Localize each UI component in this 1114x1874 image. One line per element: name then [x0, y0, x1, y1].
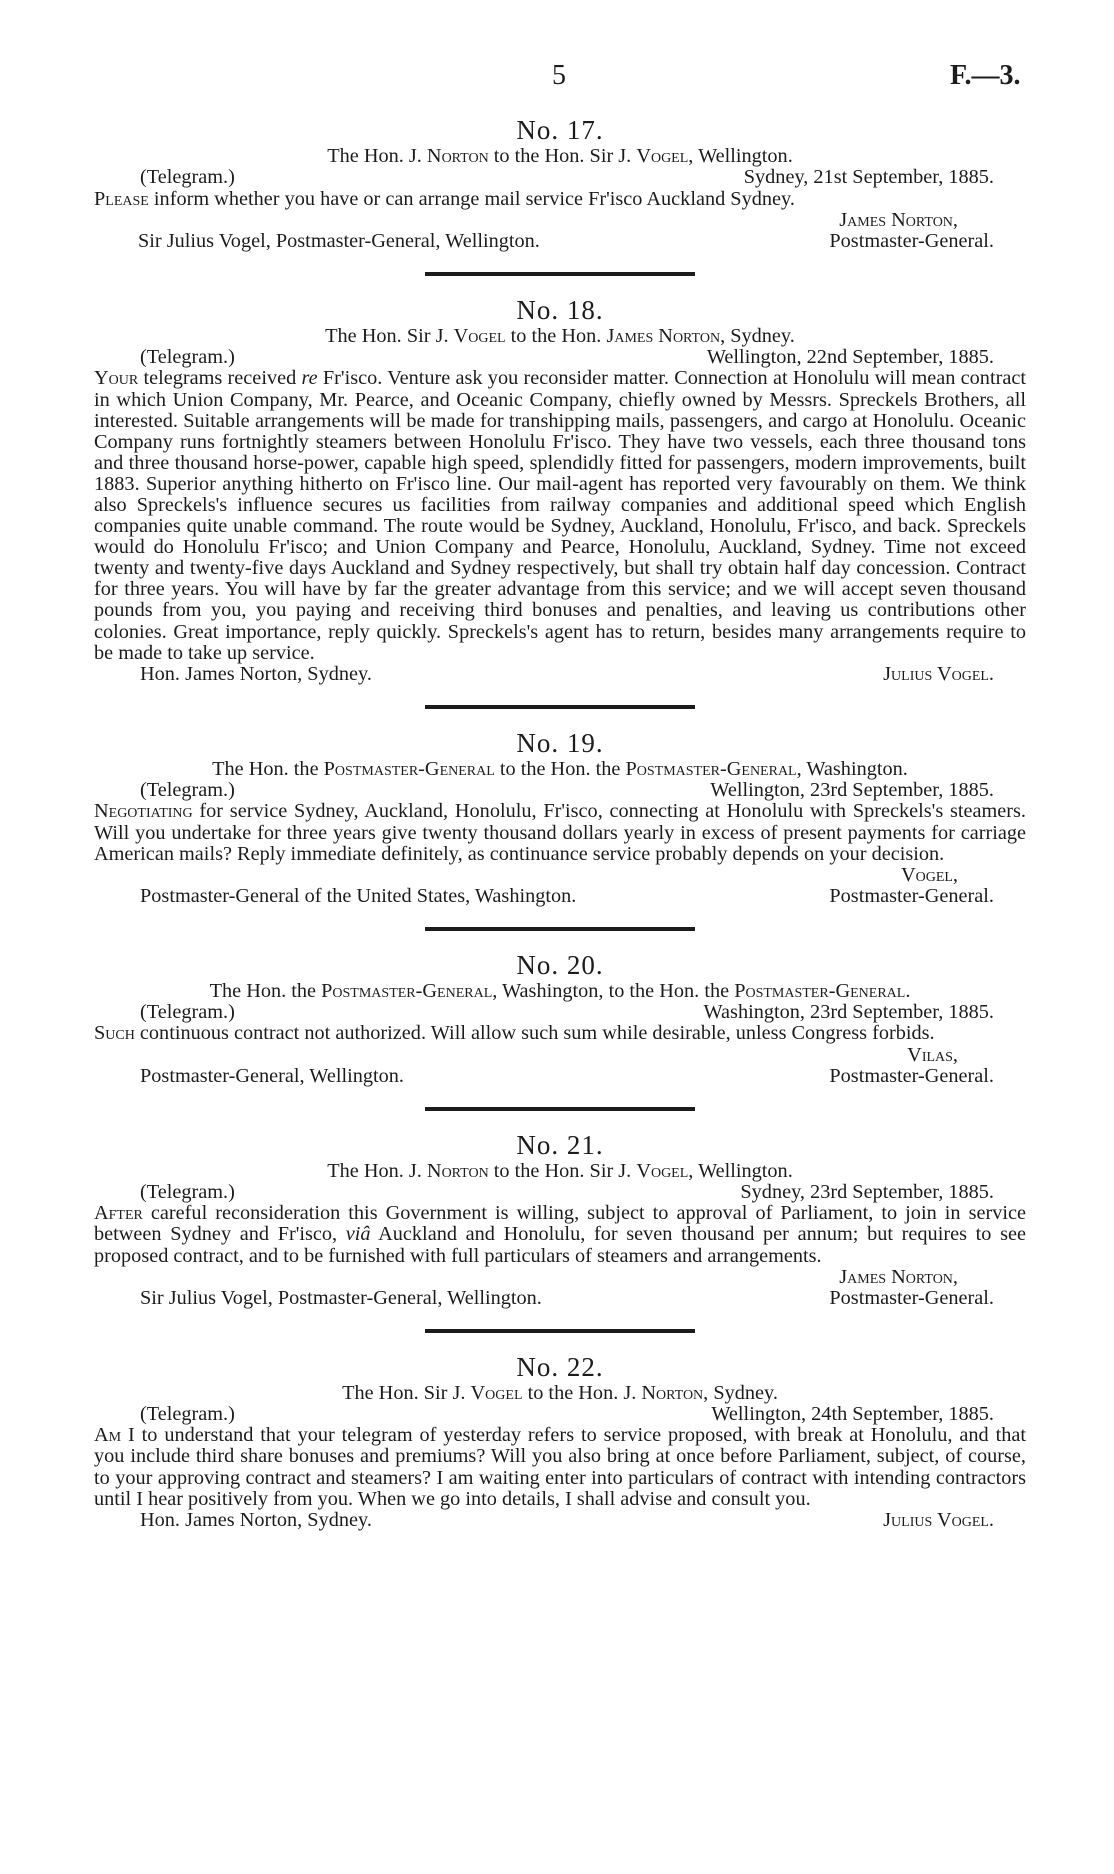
letter-22	[94, 1351, 1026, 1531]
telegram-line	[94, 1182, 1026, 1203]
letter-heading: No. 18.	[516, 294, 604, 325]
letter-text: Negotiating for service Sydney, Auckland, Honolulu, Fr'isco, connecting at Honolulu with Spreckels's steamers. Will you undertake for three years give twenty thousand dollars yearly in excess of present payments for carriage American mails? Reply immediate definitely, as continuance service probably depends on your decision.	[94, 800, 1026, 865]
telegram-line	[94, 167, 1026, 188]
letter-address: The Hon. Sir J. Vogel to the Hon. James Norton, Sydney.	[325, 325, 795, 348]
closing-line	[94, 664, 1026, 685]
letter-heading: No. 19.	[516, 727, 604, 758]
letter-19	[94, 727, 1026, 907]
date-place: Washington, 23rd September, 1885.	[703, 1001, 994, 1024]
letter-heading: No. 22.	[516, 1351, 604, 1382]
letter-text: After careful reconsideration this Government is willing, subject to approval of Parliament, to join in service between Sydney and Fr'isco, viâ Auckland and Honolulu, for seven thousand per annum; but requires to see proposed contract, and to be furnished with full particulars of steamers and arrangements.	[94, 1202, 1026, 1267]
page-number: 5	[552, 60, 566, 91]
signatory: Julius Vogel.	[883, 1508, 994, 1531]
addressee: Hon. James Norton, Sydney.	[140, 1508, 372, 1531]
telegram-label: (Telegram.)	[140, 346, 235, 369]
closing-line	[94, 1510, 1026, 1531]
signatory: Vilas,	[907, 1043, 958, 1066]
section-divider	[425, 705, 695, 709]
letter-18	[94, 294, 1026, 685]
signatory: James Norton,	[839, 208, 958, 231]
signatory: James Norton,	[839, 1265, 958, 1288]
section-divider	[425, 272, 695, 276]
date-place: Wellington, 22nd September, 1885.	[706, 346, 994, 369]
page-reference: F.—3.	[950, 60, 1021, 91]
addressee: Sir Julius Vogel, Postmaster-General, Wellington.	[138, 229, 540, 252]
letter-text: Please inform whether you have or can arrange mail service Fr'isco Auckland Sydney.	[94, 187, 795, 210]
letter-address: The Hon. J. Norton to the Hon. Sir J. Vogel, Wellington.	[327, 1160, 793, 1183]
telegram-line	[94, 347, 1026, 368]
date-place: Wellington, 24th September, 1885.	[711, 1403, 994, 1426]
letter-heading: No. 21.	[516, 1129, 604, 1160]
addressee: Postmaster-General of the United States, Washington.	[140, 884, 577, 907]
letter-text: Am I to understand that your telegram of yesterday refers to service proposed, with break at Honolulu, and that you include third share bonuses and premiums? Will you also bring at once before Parliament, subject, of course, to your approving contract and steamers? I am waiting enter into particulars of contract with intending contractors until I hear positively from you. When we go into details, I shall advise and consult you.	[94, 1424, 1026, 1510]
date-place: Sydney, 21st September, 1885.	[743, 166, 994, 189]
signatory-title: Postmaster-General.	[829, 229, 994, 252]
closing-line	[94, 1066, 1026, 1087]
signatory-title: Postmaster-General.	[829, 1064, 994, 1087]
letter-text: Such continuous contract not authorized. Will allow such sum while desirable, unless Congress forbids.	[94, 1022, 935, 1045]
letter-21	[94, 1129, 1026, 1309]
section-divider	[425, 1329, 695, 1333]
telegram-label: (Telegram.)	[140, 166, 235, 189]
addressee: Hon. James Norton, Sydney.	[140, 662, 372, 685]
letter-address: The Hon. J. Norton to the Hon. Sir J. Vogel, Wellington.	[327, 145, 793, 168]
telegram-label: (Telegram.)	[140, 1181, 235, 1204]
addressee: Sir Julius Vogel, Postmaster-General, Wellington.	[140, 1286, 542, 1309]
date-place: Wellington, 23rd September, 1885.	[710, 779, 994, 802]
signatory: Vogel,	[900, 863, 958, 886]
telegram-label: (Telegram.)	[140, 1001, 235, 1024]
letter-heading: No. 20.	[516, 949, 604, 980]
telegram-line	[94, 780, 1026, 801]
telegram-line	[94, 1002, 1026, 1023]
closing-line	[94, 231, 1026, 252]
signatory-title: Postmaster-General.	[829, 1286, 994, 1309]
closing-line	[94, 1288, 1026, 1309]
telegram-label: (Telegram.)	[140, 1403, 235, 1426]
letter-heading: No. 17.	[516, 115, 604, 145]
addressee: Postmaster-General, Wellington.	[140, 1064, 405, 1087]
letter-17	[94, 114, 1026, 252]
date-place: Sydney, 23rd September, 1885.	[740, 1181, 994, 1204]
letter-address: The Hon. Sir J. Vogel to the Hon. J. Norton, Sydney.	[342, 1382, 778, 1405]
section-divider	[425, 927, 695, 931]
letter-address: The Hon. the Postmaster-General, Washington, to the Hon. the Postmaster-General.	[209, 980, 911, 1003]
letter-20	[94, 949, 1026, 1087]
closing-line	[94, 886, 1026, 907]
document-body	[94, 114, 1026, 1531]
letter-address: The Hon. the Postmaster-General to the Hon. the Postmaster-General, Washington.	[212, 758, 908, 781]
telegram-line	[94, 1404, 1026, 1425]
telegram-label: (Telegram.)	[140, 779, 235, 802]
signatory-title: Postmaster-General.	[829, 884, 994, 907]
letter-text: Your telegrams received re Fr'isco. Venture ask you reconsider matter. Connection at Honolulu will mean contract in which Union Company, Mr. Pearce, and Oceanic Company, chiefly owned by Messrs. Spreckels Brothers, all interested. Suitable arrangements will be made for transhipping mails, passengers, and cargo at Honolulu. Oceanic Company runs fortnightly steamers between Honolulu Fr'isco. They have two vessels, each three thousand tons and three thousand horse-power, capable high speed, splendidly fitted for passengers, modern improvements, built 1883. Superior anything hitherto on Fr'isco line. Our mail-agent has reported very favourably on them. We think also Spreckels's influence secures us facilities from railway companies and additional speed which English companies quite unable command. The route would be Sydney, Auckland, Honolulu, Fr'isco, and back. Spreckels would do Honolulu Fr'isco; and Union Company and Pearce, Honolulu, Auckland, Sydney. Time not exceed twenty and twenty-five days Auckland and Sydney respectively, but shall try obtain half day concession. Contract for three years. You will have by far the greater advantage from this service; and we will accept seven thousand pounds from you, you paying and receiving third bonuses and penalties, and leaving us contributions other colonies. Great importance, reply quickly. Spreckels's agent has to return, besides many arrangements require to be made to take up service.	[94, 367, 1026, 664]
signatory: Julius Vogel.	[883, 662, 994, 685]
section-divider	[425, 1107, 695, 1111]
